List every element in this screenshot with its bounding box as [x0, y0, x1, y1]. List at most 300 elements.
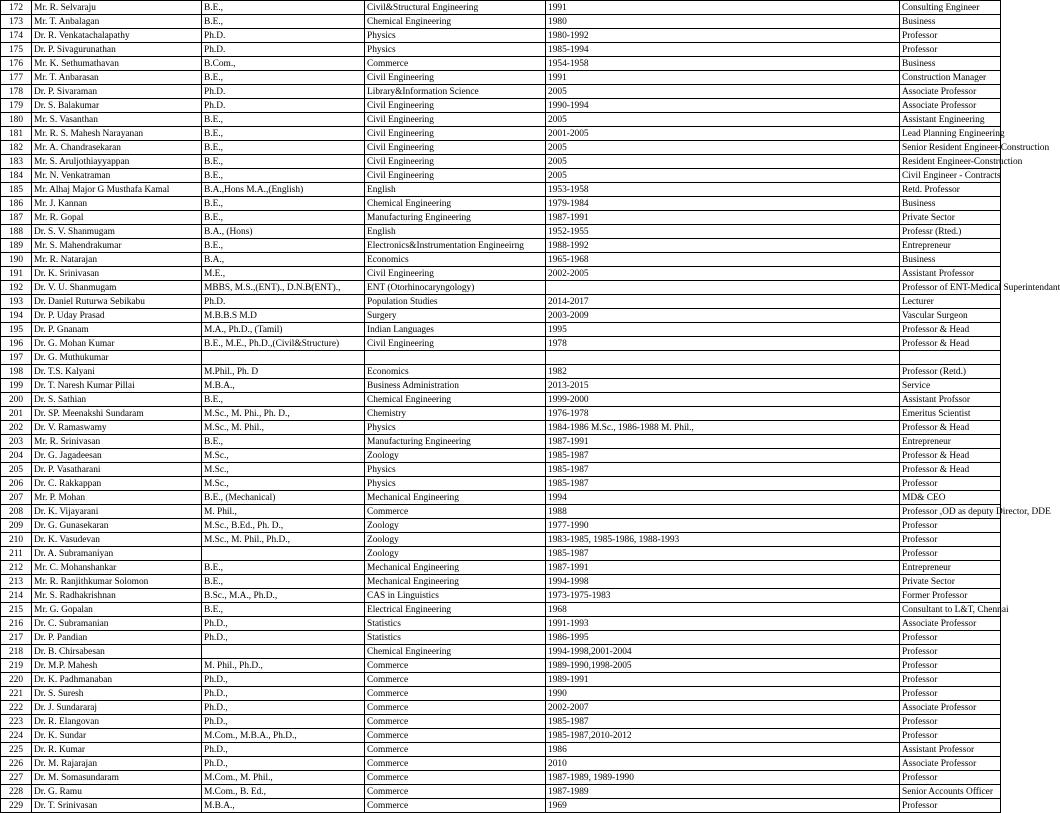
- serial-number-cell: 191: [1, 267, 32, 281]
- table-row: [1, 169, 1001, 183]
- qualification-cell: B.E.,: [202, 155, 365, 169]
- department-cell: Civil Engineering: [365, 155, 546, 169]
- period-cell: 1968: [546, 603, 900, 617]
- department-cell: Physics: [365, 29, 546, 43]
- serial-number-cell: 197: [1, 351, 32, 365]
- name-cell: Mr. R. Ranjithkumar Solomon: [32, 575, 202, 589]
- qualification-cell: [202, 351, 365, 365]
- serial-number-cell: 217: [1, 631, 32, 645]
- name-cell: Mr. R. Srinivasan: [32, 435, 202, 449]
- designation-cell: Senior Resident Engineer-Construction: [900, 141, 1001, 155]
- period-cell: 1987-1991: [546, 561, 900, 575]
- serial-number-cell: 188: [1, 225, 32, 239]
- table-row: [1, 337, 1001, 351]
- qualification-cell: M.Sc., M. Phi., Ph. D.,: [202, 407, 365, 421]
- table-row: [1, 575, 1001, 589]
- name-cell: Mr. T. Anbarasan: [32, 71, 202, 85]
- serial-number-cell: 216: [1, 617, 32, 631]
- name-cell: Mr. A. Chandrasekaran: [32, 141, 202, 155]
- period-cell: 1976-1978: [546, 407, 900, 421]
- period-cell: 1991: [546, 71, 900, 85]
- table-row: [1, 393, 1001, 407]
- table-row: [1, 645, 1001, 659]
- designation-cell: Vascular Surgeon: [900, 309, 1001, 323]
- qualification-cell: M.E.,: [202, 267, 365, 281]
- serial-number-cell: 198: [1, 365, 32, 379]
- name-cell: Dr. P. Uday Prasad: [32, 309, 202, 323]
- period-cell: 1987-1991: [546, 435, 900, 449]
- period-cell: 1990: [546, 687, 900, 701]
- designation-cell: Lead Planning Engineering: [900, 127, 1001, 141]
- name-cell: Dr. SP. Meenakshi Sundaram: [32, 407, 202, 421]
- qualification-cell: B.E.,: [202, 435, 365, 449]
- designation-cell: Lecturer: [900, 295, 1001, 309]
- designation-cell: Consulting Engineer: [900, 1, 1001, 15]
- designation-cell: Professor: [900, 673, 1001, 687]
- department-cell: Chemistry: [365, 407, 546, 421]
- serial-number-cell: 229: [1, 799, 32, 813]
- department-cell: Commerce: [365, 785, 546, 799]
- table-row: [1, 253, 1001, 267]
- serial-number-cell: 186: [1, 197, 32, 211]
- table-row: [1, 561, 1001, 575]
- qualification-cell: M.B.A.,: [202, 799, 365, 813]
- period-cell: 1985-1987: [546, 547, 900, 561]
- department-cell: Mechanical Engineering: [365, 575, 546, 589]
- department-cell: Civil Engineering: [365, 141, 546, 155]
- department-cell: Physics: [365, 421, 546, 435]
- qualification-cell: M.B.B.S M.D: [202, 309, 365, 323]
- designation-cell: Professor & Head: [900, 449, 1001, 463]
- designation-cell: Professor: [900, 687, 1001, 701]
- table-row: [1, 505, 1001, 519]
- designation-cell: [900, 351, 1001, 365]
- designation-cell: Professor: [900, 533, 1001, 547]
- period-cell: 1980-1992: [546, 29, 900, 43]
- qualification-cell: Ph.D.,: [202, 715, 365, 729]
- designation-cell: Resident Engineer-Construction: [900, 155, 1001, 169]
- name-cell: Mr. Alhaj Major G Musthafa Kamal: [32, 183, 202, 197]
- name-cell: Dr. M.P. Mahesh: [32, 659, 202, 673]
- department-cell: Business Administration: [365, 379, 546, 393]
- table-row: [1, 85, 1001, 99]
- serial-number-cell: 202: [1, 421, 32, 435]
- department-cell: Commerce: [365, 729, 546, 743]
- designation-cell: Professor of ENT-Medical Superintendant: [900, 281, 1001, 295]
- designation-cell: Associate Professor: [900, 757, 1001, 771]
- period-cell: 2014-2017: [546, 295, 900, 309]
- qualification-cell: M.Sc.,: [202, 477, 365, 491]
- table-row: [1, 603, 1001, 617]
- serial-number-cell: 177: [1, 71, 32, 85]
- serial-number-cell: 219: [1, 659, 32, 673]
- name-cell: Dr. R. Venkatachalapathy: [32, 29, 202, 43]
- qualification-cell: M.Com., B. Ed.,: [202, 785, 365, 799]
- period-cell: 1986: [546, 743, 900, 757]
- table-row: [1, 757, 1001, 771]
- designation-cell: Professor & Head: [900, 421, 1001, 435]
- period-cell: 1952-1955: [546, 225, 900, 239]
- table-row: [1, 421, 1001, 435]
- name-cell: Mr. G. Gopalan: [32, 603, 202, 617]
- qualification-cell: Ph.D.,: [202, 743, 365, 757]
- qualification-cell: [202, 645, 365, 659]
- designation-cell: MD& CEO: [900, 491, 1001, 505]
- department-cell: Chemical Engineering: [365, 645, 546, 659]
- period-cell: [546, 351, 900, 365]
- period-cell: 1980: [546, 15, 900, 29]
- serial-number-cell: 189: [1, 239, 32, 253]
- serial-number-cell: 192: [1, 281, 32, 295]
- table-row: [1, 15, 1001, 29]
- department-cell: Indian Languages: [365, 323, 546, 337]
- designation-cell: Professor: [900, 645, 1001, 659]
- period-cell: 1988: [546, 505, 900, 519]
- period-cell: 2005: [546, 169, 900, 183]
- period-cell: 2001-2005: [546, 127, 900, 141]
- table-row: [1, 519, 1001, 533]
- serial-number-cell: 196: [1, 337, 32, 351]
- serial-number-cell: 184: [1, 169, 32, 183]
- serial-number-cell: 226: [1, 757, 32, 771]
- qualification-cell: M.Sc., M. Phil.,: [202, 421, 365, 435]
- department-cell: Civil&Structural Engineering: [365, 1, 546, 15]
- serial-number-cell: 183: [1, 155, 32, 169]
- serial-number-cell: 221: [1, 687, 32, 701]
- name-cell: Dr. J. Sundararaj: [32, 701, 202, 715]
- designation-cell: Private Sector: [900, 211, 1001, 225]
- serial-number-cell: 211: [1, 547, 32, 561]
- department-cell: Commerce: [365, 743, 546, 757]
- serial-number-cell: 173: [1, 15, 32, 29]
- table-row: [1, 785, 1001, 799]
- table-row: [1, 477, 1001, 491]
- department-cell: Electrical Engineering: [365, 603, 546, 617]
- designation-cell: Private Sector: [900, 575, 1001, 589]
- name-cell: Mr. R. Selvaraju: [32, 1, 202, 15]
- name-cell: Dr. S. Suresh: [32, 687, 202, 701]
- department-cell: Library&Information Science: [365, 85, 546, 99]
- name-cell: Dr. T. Naresh Kumar Pillai: [32, 379, 202, 393]
- qualification-cell: B.E.,: [202, 211, 365, 225]
- department-cell: Physics: [365, 463, 546, 477]
- serial-number-cell: 223: [1, 715, 32, 729]
- table-row: [1, 687, 1001, 701]
- table-row: [1, 141, 1001, 155]
- name-cell: Dr. M. Somasundaram: [32, 771, 202, 785]
- department-cell: Zoology: [365, 547, 546, 561]
- name-cell: Mr. T. Anbalagan: [32, 15, 202, 29]
- period-cell: 1969: [546, 799, 900, 813]
- qualification-cell: B.E.,: [202, 1, 365, 15]
- table-row: [1, 197, 1001, 211]
- name-cell: Dr. G. Jagadeesan: [32, 449, 202, 463]
- period-cell: 1965-1968: [546, 253, 900, 267]
- department-cell: Civil Engineering: [365, 113, 546, 127]
- department-cell: Commerce: [365, 57, 546, 71]
- serial-number-cell: 204: [1, 449, 32, 463]
- department-cell: Economics: [365, 365, 546, 379]
- department-cell: Economics: [365, 253, 546, 267]
- name-cell: Dr. A. Subramaniyan: [32, 547, 202, 561]
- serial-number-cell: 187: [1, 211, 32, 225]
- table-row: [1, 281, 1001, 295]
- table-row: [1, 701, 1001, 715]
- department-cell: Surgery: [365, 309, 546, 323]
- department-cell: Commerce: [365, 673, 546, 687]
- designation-cell: Service: [900, 379, 1001, 393]
- name-cell: Dr. K. Sundar: [32, 729, 202, 743]
- department-cell: Commerce: [365, 757, 546, 771]
- qualification-cell: B.E.,: [202, 239, 365, 253]
- department-cell: Chemical Engineering: [365, 393, 546, 407]
- serial-number-cell: 176: [1, 57, 32, 71]
- serial-number-cell: 178: [1, 85, 32, 99]
- serial-number-cell: 218: [1, 645, 32, 659]
- department-cell: CAS in Linguistics: [365, 589, 546, 603]
- table-row: [1, 407, 1001, 421]
- qualification-cell: Ph.D.,: [202, 673, 365, 687]
- table-row: [1, 435, 1001, 449]
- period-cell: 1985-1987,2010-2012: [546, 729, 900, 743]
- name-cell: Mr. S. Vasanthan: [32, 113, 202, 127]
- table-row: [1, 29, 1001, 43]
- designation-cell: Professor: [900, 715, 1001, 729]
- serial-number-cell: 212: [1, 561, 32, 575]
- department-cell: Zoology: [365, 519, 546, 533]
- table-row: [1, 631, 1001, 645]
- table-row: [1, 211, 1001, 225]
- department-cell: Commerce: [365, 505, 546, 519]
- designation-cell: Assistant Engineering: [900, 113, 1001, 127]
- period-cell: 2005: [546, 85, 900, 99]
- serial-number-cell: 207: [1, 491, 32, 505]
- department-cell: Manufacturing Engineering: [365, 211, 546, 225]
- period-cell: 1982: [546, 365, 900, 379]
- period-cell: 1985-1987: [546, 715, 900, 729]
- qualification-cell: M. Phil.,: [202, 505, 365, 519]
- qualification-cell: B.E.,: [202, 197, 365, 211]
- name-cell: Dr. S. Sathian: [32, 393, 202, 407]
- period-cell: 1977-1990: [546, 519, 900, 533]
- designation-cell: Professor: [900, 729, 1001, 743]
- designation-cell: Professor: [900, 771, 1001, 785]
- name-cell: Mr. C. Mohanshankar: [32, 561, 202, 575]
- qualification-cell: M.A., Ph.D., (Tamil): [202, 323, 365, 337]
- name-cell: Dr. T. Srinivasan: [32, 799, 202, 813]
- serial-number-cell: 185: [1, 183, 32, 197]
- period-cell: 2002-2007: [546, 701, 900, 715]
- qualification-cell: B.E., M.E., Ph.D.,(Civil&Structure): [202, 337, 365, 351]
- serial-number-cell: 228: [1, 785, 32, 799]
- department-cell: Civil Engineering: [365, 267, 546, 281]
- department-cell: Zoology: [365, 533, 546, 547]
- department-cell: Civil Engineering: [365, 337, 546, 351]
- qualification-cell: M.Sc., M. Phil., Ph.D.,: [202, 533, 365, 547]
- designation-cell: Business: [900, 15, 1001, 29]
- designation-cell: Professor & Head: [900, 337, 1001, 351]
- serial-number-cell: 175: [1, 43, 32, 57]
- name-cell: Mr. P. Mohan: [32, 491, 202, 505]
- name-cell: Dr. R. Elangovan: [32, 715, 202, 729]
- designation-cell: Entrepreneur: [900, 435, 1001, 449]
- department-cell: Zoology: [365, 449, 546, 463]
- name-cell: Dr. M. Rajarajan: [32, 757, 202, 771]
- department-cell: [365, 351, 546, 365]
- name-cell: Dr. P. Sivaraman: [32, 85, 202, 99]
- table-row: [1, 323, 1001, 337]
- name-cell: Dr. G. Muthukumar: [32, 351, 202, 365]
- table-row: [1, 771, 1001, 785]
- name-cell: Dr. K. Vijayarani: [32, 505, 202, 519]
- department-cell: Mechanical Engineering: [365, 491, 546, 505]
- name-cell: Dr. S. V. Shanmugam: [32, 225, 202, 239]
- designation-cell: Professor: [900, 43, 1001, 57]
- department-cell: ENT (Otorhinocaryngology): [365, 281, 546, 295]
- designation-cell: Emeritus Scientist: [900, 407, 1001, 421]
- qualification-cell: Ph.D.: [202, 295, 365, 309]
- serial-number-cell: 203: [1, 435, 32, 449]
- table-row: [1, 351, 1001, 365]
- department-cell: Commerce: [365, 799, 546, 813]
- table-row: [1, 309, 1001, 323]
- designation-cell: Assistant Professor: [900, 743, 1001, 757]
- designation-cell: Professor & Head: [900, 323, 1001, 337]
- qualification-cell: M.B.A.,: [202, 379, 365, 393]
- designation-cell: Professor: [900, 519, 1001, 533]
- qualification-cell: M.Sc.,: [202, 463, 365, 477]
- serial-number-cell: 220: [1, 673, 32, 687]
- period-cell: 1999-2000: [546, 393, 900, 407]
- serial-number-cell: 225: [1, 743, 32, 757]
- designation-cell: Associate Professor: [900, 701, 1001, 715]
- period-cell: 2002-2005: [546, 267, 900, 281]
- table-row: [1, 267, 1001, 281]
- department-cell: Mechanical Engineering: [365, 561, 546, 575]
- period-cell: 1987-1989, 1989-1990: [546, 771, 900, 785]
- period-cell: 2005: [546, 155, 900, 169]
- qualification-cell: M.Sc., B.Ed., Ph. D.,: [202, 519, 365, 533]
- name-cell: Dr. P. Gnanam: [32, 323, 202, 337]
- name-cell: Dr. K. Padhmanaban: [32, 673, 202, 687]
- alumni-table-body: [1, 1, 1060, 813]
- name-cell: Mr. S. Mahendrakumar: [32, 239, 202, 253]
- table-row: [1, 673, 1001, 687]
- qualification-cell: Ph.D.,: [202, 687, 365, 701]
- department-cell: Manufacturing Engineering: [365, 435, 546, 449]
- name-cell: Dr. C. Rakkappan: [32, 477, 202, 491]
- designation-cell: Entrepreneur: [900, 239, 1001, 253]
- serial-number-cell: 180: [1, 113, 32, 127]
- designation-cell: Retd. Professor: [900, 183, 1001, 197]
- qualification-cell: M.Phil., Ph. D: [202, 365, 365, 379]
- table-row: [1, 589, 1001, 603]
- name-cell: Mr. R. S. Mahesh Narayanan: [32, 127, 202, 141]
- qualification-cell: M.Sc.,: [202, 449, 365, 463]
- table-row: [1, 225, 1001, 239]
- qualification-cell: B.E., (Mechanical): [202, 491, 365, 505]
- department-cell: Chemical Engineering: [365, 15, 546, 29]
- qualification-cell: M. Phil., Ph.D.,: [202, 659, 365, 673]
- serial-number-cell: 190: [1, 253, 32, 267]
- period-cell: 1991-1993: [546, 617, 900, 631]
- serial-number-cell: 181: [1, 127, 32, 141]
- designation-cell: Assistant Profssor: [900, 393, 1001, 407]
- name-cell: Dr. T.S. Kalyani: [32, 365, 202, 379]
- qualification-cell: M.Com., M.B.A., Ph.D.,: [202, 729, 365, 743]
- qualification-cell: M.Com., M. Phil.,: [202, 771, 365, 785]
- period-cell: 1983-1985, 1985-1986, 1988-1993: [546, 533, 900, 547]
- period-cell: [546, 281, 900, 295]
- table-row: [1, 57, 1001, 71]
- period-cell: 1985-1987: [546, 477, 900, 491]
- department-cell: Commerce: [365, 715, 546, 729]
- name-cell: Mr. S. Aruljothiayyappan: [32, 155, 202, 169]
- serial-number-cell: 227: [1, 771, 32, 785]
- designation-cell: Professor & Head: [900, 463, 1001, 477]
- designation-cell: Business: [900, 57, 1001, 71]
- qualification-cell: B.E.,: [202, 71, 365, 85]
- qualification-cell: B.E.,: [202, 141, 365, 155]
- period-cell: 1973-1975-1983: [546, 589, 900, 603]
- table-row: [1, 155, 1001, 169]
- serial-number-cell: 215: [1, 603, 32, 617]
- table-row: [1, 99, 1001, 113]
- designation-cell: Entrepreneur: [900, 561, 1001, 575]
- serial-number-cell: 205: [1, 463, 32, 477]
- department-cell: Civil Engineering: [365, 127, 546, 141]
- name-cell: Mr. J. Kannan: [32, 197, 202, 211]
- department-cell: Physics: [365, 43, 546, 57]
- serial-number-cell: 209: [1, 519, 32, 533]
- period-cell: 1978: [546, 337, 900, 351]
- table-row: [1, 743, 1001, 757]
- table-row: [1, 1, 1001, 15]
- designation-cell: Business: [900, 197, 1001, 211]
- period-cell: 1953-1958: [546, 183, 900, 197]
- name-cell: Mr. K. Sethumathavan: [32, 57, 202, 71]
- qualification-cell: B.E.,: [202, 603, 365, 617]
- designation-cell: Associate Professor: [900, 617, 1001, 631]
- qualification-cell: B.E.,: [202, 113, 365, 127]
- serial-number-cell: 206: [1, 477, 32, 491]
- qualification-cell: B.E.,: [202, 169, 365, 183]
- serial-number-cell: 210: [1, 533, 32, 547]
- table-row: [1, 491, 1001, 505]
- period-cell: 2010: [546, 757, 900, 771]
- period-cell: 1986-1995: [546, 631, 900, 645]
- period-cell: 1987-1991: [546, 211, 900, 225]
- qualification-cell: Ph.D.,: [202, 617, 365, 631]
- department-cell: Civil Engineering: [365, 71, 546, 85]
- name-cell: Dr. C. Subramanian: [32, 617, 202, 631]
- table-row: [1, 533, 1001, 547]
- serial-number-cell: 199: [1, 379, 32, 393]
- name-cell: Dr. V. Ramaswamy: [32, 421, 202, 435]
- serial-number-cell: 174: [1, 29, 32, 43]
- name-cell: Dr. V. U. Shanmugam: [32, 281, 202, 295]
- period-cell: 1985-1987: [546, 463, 900, 477]
- period-cell: 2005: [546, 141, 900, 155]
- table-row: [1, 729, 1001, 743]
- designation-cell: Professor: [900, 659, 1001, 673]
- qualification-cell: B.A., (Hons): [202, 225, 365, 239]
- designation-cell: Business: [900, 253, 1001, 267]
- department-cell: Commerce: [365, 687, 546, 701]
- serial-number-cell: 172: [1, 1, 32, 15]
- qualification-cell: B.E.,: [202, 127, 365, 141]
- qualification-cell: Ph.D.: [202, 99, 365, 113]
